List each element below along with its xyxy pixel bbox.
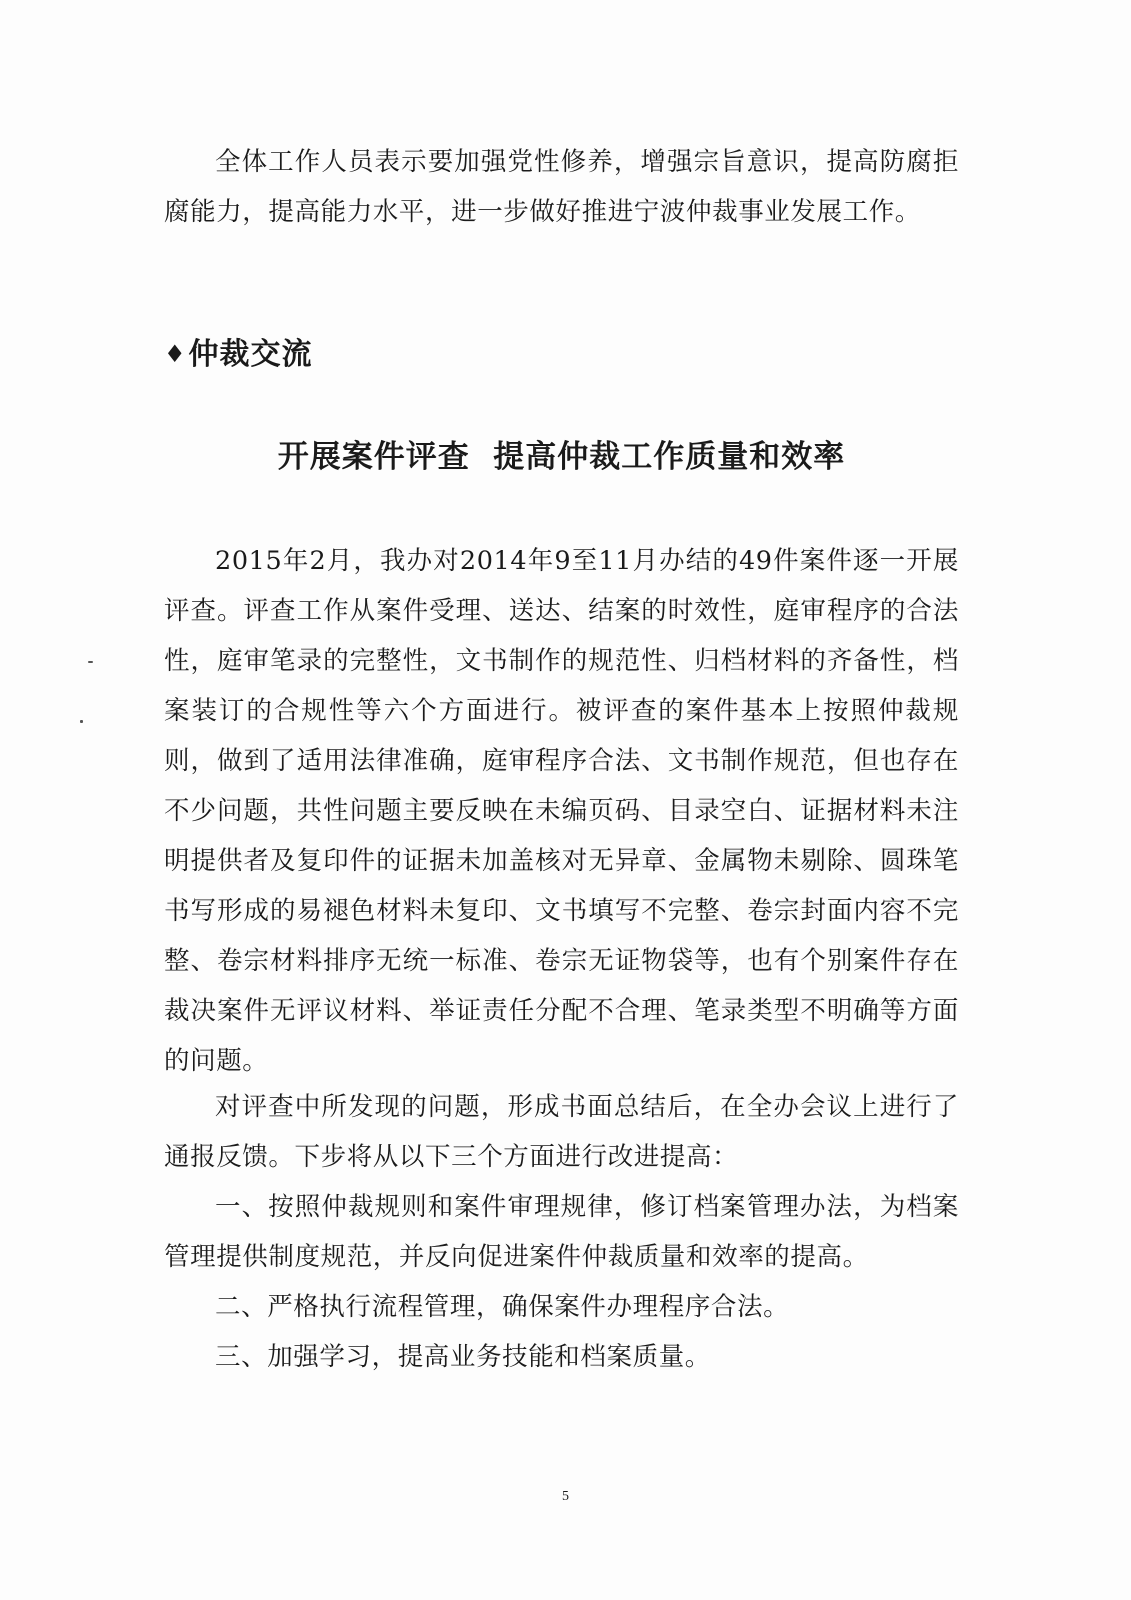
list-item: 三、加强学习，提高业务技能和档案质量。 [215, 1342, 711, 1372]
section-title: 仲裁交流 [188, 337, 313, 372]
list-item: 一、按照仲裁规则和案件审理规律，修订档案管理办法，为档案管理提供制度规范，并反向促进案件仲裁质量和效率的提高。 [164, 1192, 959, 1272]
page-number: 5 [562, 1489, 569, 1504]
scan-speck [88, 661, 93, 663]
body-paragraph: 对评查中所发现的问题，形成书面总结后，在全办会议上进行了通报反馈。下步将从以下三个方面进行改进提高： [164, 1092, 959, 1172]
section-heading [164, 332, 313, 377]
intro-paragraph: 全体工作人员表示要加强党性修养，增强宗旨意识，提高防腐拒腐能力，提高能力水平，进一步做好推进宁波仲裁事业发展工作。 [164, 147, 959, 227]
body-paragraph: 2015年2月，我办对2014年9至11月办结的49件案件逐一开展评查。评查工作从案件受理、送达、结案的时效性，庭审程序的合法性，庭审笔录的完整性，文书制作的规范性、归档材料的齐备性，档案装订的合规性等六个方面进行。被评查的案件基本上按照仲裁规则，做到了适用法律准确，庭审程序合法、文书制作规范，但也存在不少问题，共性问题主要反映在未编页码、目录空白、证据材料未注明提供者及复印件的证据未加盖核对无异章、金属物未剔除、圆珠笔书写形成的易褪色材料未复印、文书填写不完整、卷宗封面内容不完整、卷宗材料排序无统一标准、卷宗无证物袋等，也有个别案件存在裁决案件无评议材料、举证责任分配不合理、笔录类型不明确等方面的问题。 [164, 546, 959, 1076]
scan-speck [80, 720, 83, 723]
list-item: 二、严格执行流程管理，确保案件办理程序合法。 [215, 1292, 790, 1322]
diamond-bullet-icon: ♦ [164, 340, 187, 368]
article-title: 开展案件评查 提高仲裁工作质量和效率 [277, 439, 846, 475]
